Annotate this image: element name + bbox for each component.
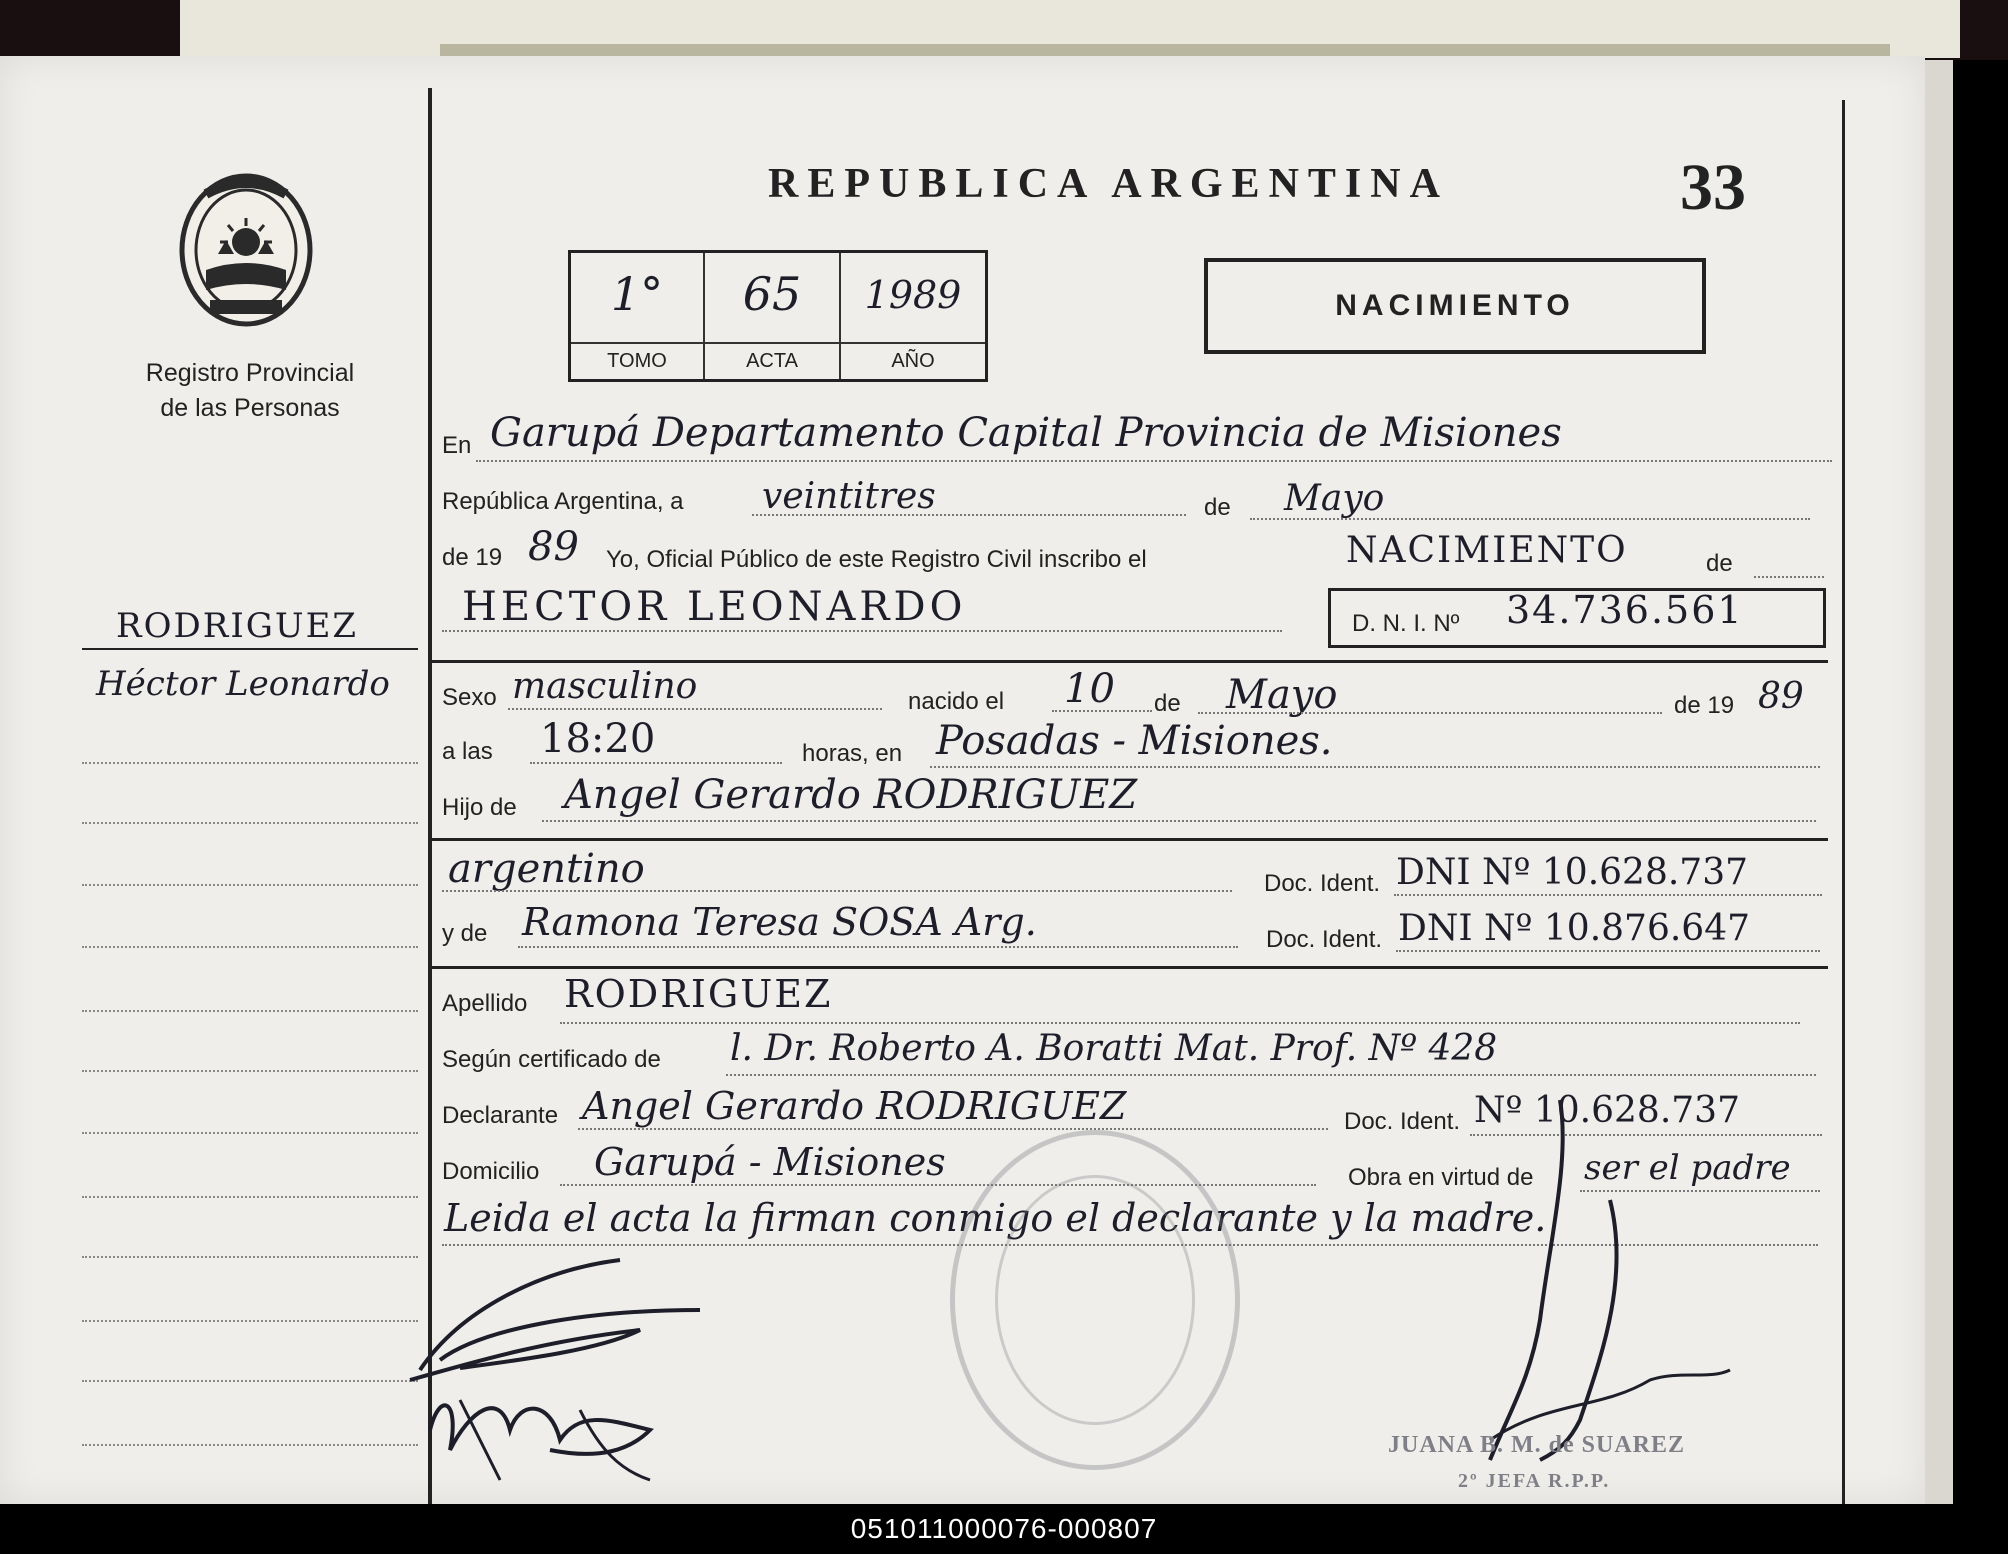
declarante-line xyxy=(578,1128,1328,1130)
official-stamp xyxy=(950,1130,1240,1470)
child-name-line xyxy=(442,630,1282,632)
father-doc: DNI Nº 10.628.737 xyxy=(1396,852,1749,893)
officer-title: 2º JEFA R.P.P. xyxy=(1458,1470,1611,1492)
month-line xyxy=(1250,518,1810,520)
registry-name-line1: Registro Provincial xyxy=(145,359,355,387)
ano-value: 1989 xyxy=(864,273,962,317)
margin-line xyxy=(82,1444,418,1446)
de-line xyxy=(1754,576,1824,578)
certificado-label: Según certificado de xyxy=(442,1046,661,1073)
de-label-2: de xyxy=(1706,550,1733,577)
apellido-line xyxy=(560,1022,1800,1024)
domicilio-value: Garupá - Misiones xyxy=(594,1140,946,1184)
birth-day-line xyxy=(1052,710,1152,712)
de-label: de xyxy=(1204,494,1231,521)
tomo-label: TOMO xyxy=(571,342,703,373)
day-words: veintitres xyxy=(762,476,936,517)
acta-cell xyxy=(705,253,841,379)
margin-line xyxy=(82,1010,418,1012)
mother-doc: DNI Nº 10.876.647 xyxy=(1398,908,1751,949)
right-border xyxy=(1842,100,1845,1504)
margin-line xyxy=(82,1196,418,1198)
time-line xyxy=(530,762,782,764)
year-prefix: de 19 xyxy=(442,544,503,571)
apellido-value: RODRIGUEZ xyxy=(564,972,833,1016)
margin-line xyxy=(82,822,418,824)
yde-label: y de xyxy=(442,920,488,947)
official-stamp-inner xyxy=(995,1175,1195,1425)
doc-label-3: Doc. Ident. xyxy=(1344,1108,1461,1135)
sexo-value: masculino xyxy=(512,666,698,707)
ano-cell xyxy=(841,253,985,379)
nationality-line xyxy=(442,890,1232,892)
margin-line xyxy=(82,1380,418,1382)
father-name: Angel Gerardo RODRIGUEZ xyxy=(564,772,1138,818)
birth-day: 10 xyxy=(1064,666,1115,712)
margin-line xyxy=(82,1256,418,1258)
dni-value: 34.736.561 xyxy=(1506,588,1744,632)
place-line xyxy=(930,766,1820,768)
birth-month-line xyxy=(1198,712,1662,714)
birth-year-suffix: 89 xyxy=(1758,676,1804,717)
ano-label: AÑO xyxy=(841,342,985,373)
obra-label: Obra en virtud de xyxy=(1348,1164,1534,1191)
document-id: 051011000076-000807 xyxy=(0,1504,2008,1554)
registry-name xyxy=(110,356,390,426)
section-rule xyxy=(432,838,1828,841)
mother-line xyxy=(518,946,1238,948)
margin-line xyxy=(82,946,418,948)
margin-line xyxy=(82,1070,418,1072)
year-suffix: 89 xyxy=(528,524,579,570)
margin-given-names: Héctor Leonardo xyxy=(96,664,390,704)
declarante-doc: Nº 10.628.737 xyxy=(1474,1090,1740,1131)
doc-label-2: Doc. Ident. xyxy=(1266,926,1383,953)
tomo-acta-ano-box xyxy=(568,250,988,382)
misiones-seal-icon xyxy=(176,170,316,330)
father-line xyxy=(542,820,1816,822)
republica-label: República Argentina, a xyxy=(442,488,684,515)
sexo-line xyxy=(508,708,882,710)
en-label: En xyxy=(442,432,472,459)
day-line xyxy=(752,514,1186,516)
margin-line xyxy=(82,1320,418,1322)
time-value: 18:20 xyxy=(540,716,656,762)
margin-surname-underline xyxy=(82,648,418,650)
mother-doc-line xyxy=(1396,950,1820,952)
leida-value: Leida el acta la firman conmigo el declarante y la madre. xyxy=(444,1196,1547,1240)
tomo-cell xyxy=(571,253,705,379)
place-value: Posadas - Misiones. xyxy=(936,718,1333,764)
doc-label: Doc. Ident. xyxy=(1264,870,1381,897)
document-title: REPUBLICA ARGENTINA xyxy=(768,161,1449,207)
book-cover-strip xyxy=(0,0,2008,60)
oficial-label: Yo, Oficial Público de este Registro Civil inscribo el xyxy=(606,546,1147,573)
apellido-label: Apellido xyxy=(442,990,528,1017)
acta-value: 65 xyxy=(742,267,802,321)
father-doc-line xyxy=(1394,894,1822,896)
page-stack-edge xyxy=(1925,60,1953,1504)
section-rule xyxy=(432,966,1828,969)
acta-label: ACTA xyxy=(705,342,839,373)
birth-month: Mayo xyxy=(1226,672,1338,718)
en-line xyxy=(476,460,1832,462)
registry-name-line2: de las Personas xyxy=(160,394,340,422)
domicilio-label: Domicilio xyxy=(442,1158,540,1185)
officer-name: JUANA B. M. de SUAREZ xyxy=(1388,1432,1686,1458)
margin-surname: RODRIGUEZ xyxy=(116,606,359,646)
margin-line xyxy=(82,762,418,764)
obra-value: ser el padre xyxy=(1584,1148,1791,1188)
tomo-value: 1° xyxy=(610,267,664,321)
margin-line xyxy=(82,884,418,886)
child-name: HECTOR LEONARDO xyxy=(462,584,967,630)
alas-label: a las xyxy=(442,738,493,765)
folio-number: 33 xyxy=(1680,151,1746,224)
margin-line xyxy=(82,1132,418,1134)
certificado-line xyxy=(726,1074,1816,1076)
horas-label: horas, en xyxy=(802,740,903,767)
declarante-label: Declarante xyxy=(442,1102,559,1129)
sexo-label: Sexo xyxy=(442,684,497,711)
section-rule xyxy=(432,660,1828,663)
declarant-signature-icon xyxy=(400,1250,720,1490)
act-type-box: NACIMIENTO xyxy=(1204,258,1706,354)
father-nationality: argentino xyxy=(448,846,645,892)
birth-year-prefix: de 19 xyxy=(1674,692,1735,719)
en-value: Garupá Departamento Capital Provincia de Misiones xyxy=(490,410,1562,456)
month-value: Mayo xyxy=(1284,478,1385,519)
hijo-label: Hijo de xyxy=(442,794,517,821)
mother-name: Ramona Teresa SOSA Arg. xyxy=(522,900,1037,944)
declarante-value: Angel Gerardo RODRIGUEZ xyxy=(582,1084,1127,1128)
act-type-value: NACIMIENTO xyxy=(1346,530,1628,571)
officer-signature-icon xyxy=(1450,1080,1750,1480)
certificado-value: l. Dr. Roberto A. Boratti Mat. Prof. Nº 428 xyxy=(730,1028,1498,1069)
de-label-3: de xyxy=(1154,690,1181,717)
dni-label: D. N. I. Nº xyxy=(1352,610,1460,637)
nacido-label: nacido el xyxy=(908,688,1005,715)
